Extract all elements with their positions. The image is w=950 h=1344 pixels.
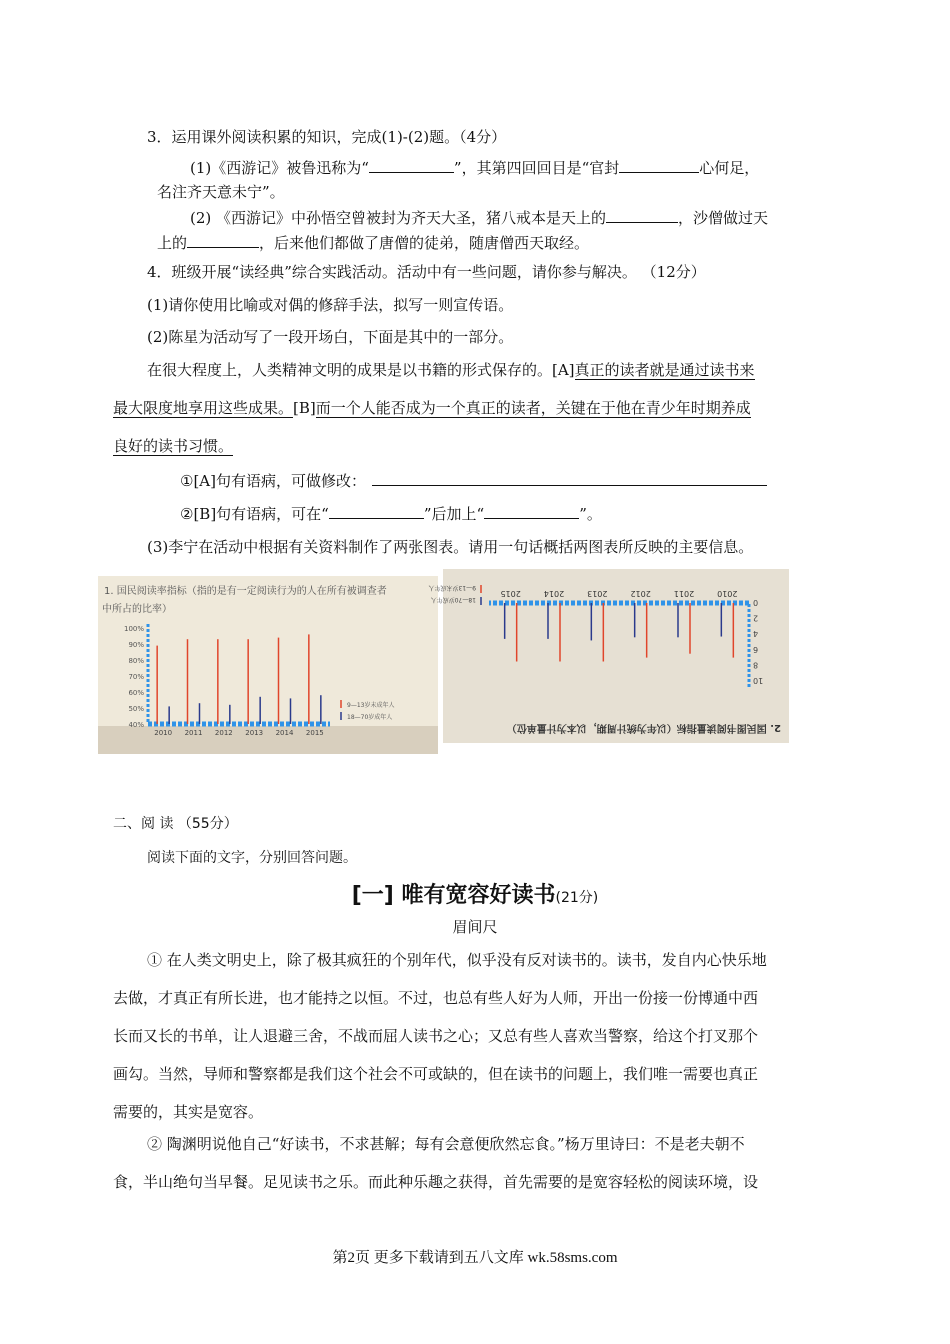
- chart1-y-tick: 100%: [123, 625, 144, 633]
- q3-part2: [190, 207, 768, 228]
- body-line: 食，半山绝句当早餐。足见读书之乐。而此种乐趣之获得，首先需要的是宽容轻松的阅读环境，设: [113, 1173, 759, 1191]
- chart2-y-tick: 8: [753, 660, 759, 670]
- answer-blank[interactable]: [187, 232, 259, 248]
- body-line: 画勾。当然，导师和警察都是我们这个社会不可或缺的，但在读书的问题上，我们唯一需要也真正: [113, 1065, 759, 1083]
- q4-sub1: (1)请你使用比喻或对偶的修辞手法，拟写一则宣传语。: [147, 296, 514, 314]
- chart2-title: 2. 国民图书阅读量指标（以年为统计周期，以本为计量单位）: [506, 722, 781, 733]
- article-points: (21分): [555, 890, 599, 906]
- chart1-title: 1. 国民阅读率指标（指的是有一定阅读行为的人在所有被调查者: [104, 586, 387, 597]
- q4-sub2: (2)陈星为活动写了一段开场白，下面是其中的一部分。: [147, 328, 514, 346]
- passage-underlined: 良好的读书习惯。: [113, 437, 234, 455]
- q3-part2-cont: [157, 232, 589, 253]
- fix-b-3: ”。: [579, 505, 602, 523]
- passage-underlined: 最大限度地享用这些成果。: [113, 399, 294, 417]
- chart2-x-tick: 2015: [500, 589, 521, 598]
- fix-b: [180, 503, 602, 524]
- answer-blank[interactable]: [619, 157, 699, 173]
- passage-line2: [113, 398, 751, 418]
- article-title-text: [一] 唯有宽容好读书: [351, 883, 556, 908]
- passage-line3: [113, 436, 233, 456]
- answer-blank[interactable]: [329, 503, 424, 519]
- chart1-y-tick: 90%: [128, 641, 144, 649]
- chart2-legend-adult: 18—70岁成年人: [430, 596, 476, 603]
- chart1-y-tick: 40%: [128, 721, 144, 729]
- chart2-y-tick: 4: [753, 629, 759, 639]
- article-author: 眉间尺: [452, 918, 498, 936]
- chart2-x-tick: 2010: [717, 589, 738, 598]
- q4-sub3: (3)李宁在活动中根据有关资料制作了两张图表。请用一句话概括两图表所反映的主要信息。: [147, 538, 754, 556]
- passage-text: 在很大程度上，人类精神文明的成果是以书籍的形式保存的。[A]: [147, 361, 575, 379]
- chart2-y-tick: 0: [753, 598, 759, 607]
- body-line: 长而又长的书单，让人退避三舍，不战而屈人读书之心；又总有些人喜欢当警察，给这个打叉那个: [113, 1027, 759, 1045]
- chart2-x-tick: 2011: [673, 589, 695, 598]
- chart1-x-tick: 2014: [275, 729, 294, 737]
- passage-underlined: 而一个人能否成为一个真正的读者，关键在于他在青少年时期养成: [315, 399, 751, 417]
- chart1-y-tick: 70%: [128, 673, 144, 681]
- reading-rate-chart-photo: [98, 576, 438, 754]
- chart1-x-tick: 2011: [184, 729, 203, 737]
- fix-b-2: ”后加上“: [423, 505, 485, 523]
- passage-line1: [147, 360, 755, 380]
- q3-p2b: ，沙僧做过天: [678, 209, 769, 227]
- chart1-legend-adult: 18—70岁成年人: [347, 714, 393, 721]
- q3-p2c: 上的: [157, 234, 188, 252]
- chart1-x-tick: 2013: [245, 729, 264, 737]
- body-line: ① 在人类文明史上，除了极其疯狂的个别年代，似乎没有反对读书的。读书，发自内心快乐地: [147, 951, 767, 969]
- passage-underlined: 真正的读者就是通过读书来: [574, 361, 755, 379]
- chart1-x-tick: 2010: [154, 729, 173, 737]
- page-footer: 第2页 更多下载请到五八文库 wk.58sms.com: [332, 1250, 618, 1266]
- body-line: 去做，才真正有所长进，也才能持之以恒。不过，也总有些人好为人师，开出一份接一份博通中西: [113, 989, 759, 1007]
- q3-part1: [190, 157, 759, 178]
- fix-a-label: ①[A]句有语病，可做修改：: [180, 472, 366, 490]
- chart1-title-cont: 中所占的比率）: [102, 604, 172, 615]
- q4-title: 4．班级开展“读经典”综合实践活动。活动中有一些问题，请你参与解决。 （12分）: [147, 263, 706, 281]
- section-intro: 阅读下面的文字，分别回答问题。: [147, 850, 357, 866]
- body-line: 需要的，其实是宽容。: [113, 1103, 264, 1121]
- article-title: [0, 878, 950, 909]
- passage-text: [B]: [293, 399, 316, 417]
- chart1-legend-minor: 9—13岁未成年人: [347, 702, 395, 709]
- q3-title: 3．运用课外阅读积累的知识，完成(1)-(2)题。（4分）: [147, 128, 507, 146]
- q3-p1c: 心何足，: [699, 159, 760, 177]
- chart2-y-tick: 2: [753, 613, 759, 623]
- chart1-y-tick: 50%: [128, 705, 144, 713]
- fix-a: [180, 470, 767, 491]
- answer-blank[interactable]: [484, 503, 579, 519]
- q3-p1d: 名注齐天意未宁”。: [157, 183, 285, 201]
- q3-p2a: (2) 《西游记》中孙悟空曾被封为齐天大圣，猪八戒本是天上的: [190, 209, 607, 227]
- chart2-legend-minor: 9—13岁未成年人: [428, 584, 476, 591]
- q3-p1b: ”，其第四回回目是“官封: [453, 159, 620, 177]
- answer-blank[interactable]: [369, 157, 454, 173]
- reading-volume-chart-photo: [428, 569, 789, 743]
- chart2-y-tick: 6: [753, 644, 759, 654]
- chart2-x-tick: 2013: [587, 589, 608, 598]
- body-line: ② 陶渊明说他自己“好读书，不求甚解；每有会意便欣然忘食。”杨万里诗曰：不是老夫朝不: [147, 1135, 745, 1153]
- chart1-x-tick: 2012: [214, 729, 233, 737]
- section-heading: 二、阅 读 （55分）: [113, 816, 238, 832]
- fix-b-1: ②[B]句有语病，可在“: [180, 505, 329, 523]
- q3-p2d: ，后来他们都做了唐僧的徒弟，随唐僧西天取经。: [259, 234, 590, 252]
- chart1-y-tick: 80%: [128, 657, 144, 665]
- q3-p1a: (1)《西游记》被鲁迅称为“: [190, 159, 369, 177]
- chart2-x-tick: 2014: [543, 589, 565, 598]
- chart2-y-tick: 10: [753, 676, 764, 685]
- answer-blank[interactable]: [606, 207, 678, 223]
- answer-blank[interactable]: [372, 470, 767, 486]
- chart2-x-tick: 2012: [630, 589, 651, 598]
- chart1-x-tick: 2015: [305, 729, 324, 737]
- chart1-y-tick: 60%: [128, 689, 144, 697]
